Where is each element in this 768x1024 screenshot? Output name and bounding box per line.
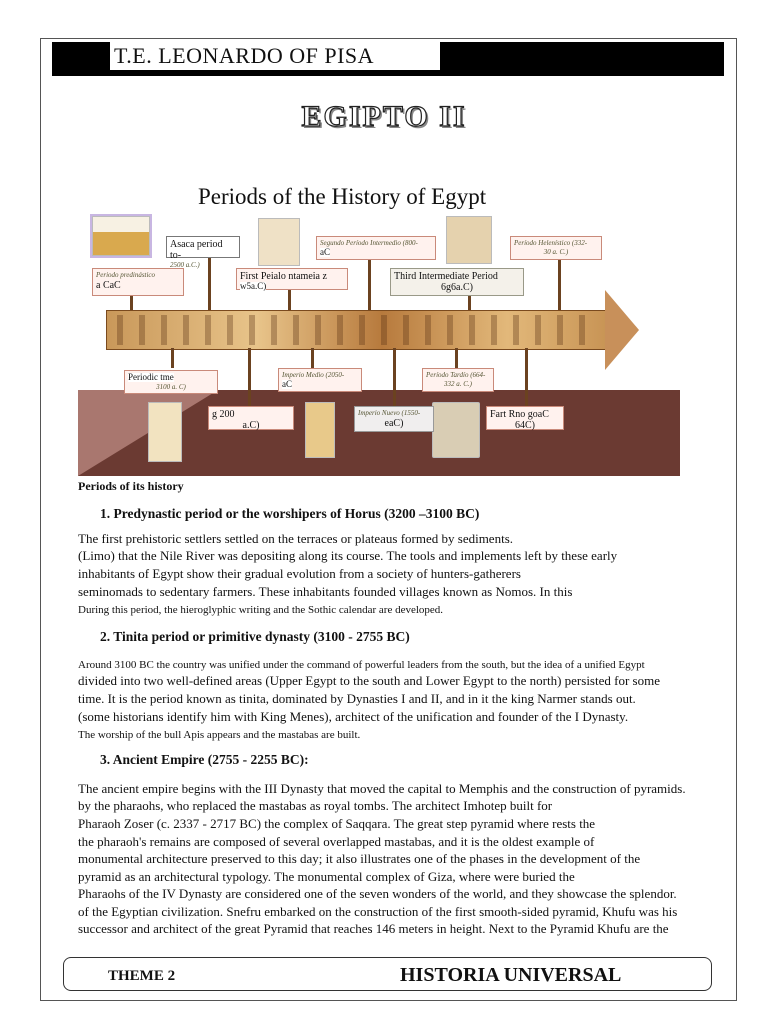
footer-theme: THEME 2	[108, 968, 176, 984]
main-title: EGIPTO II	[301, 100, 467, 133]
heading-ancient-empire: 3. Ancient Empire (2755 - 2255 BC):	[100, 752, 309, 767]
connector	[558, 260, 561, 310]
period-box-tinita: Periodic tme 3100 a. C)	[124, 370, 218, 394]
period-box-third-intermediate: Third Intermediate Period 6g6a.C)	[390, 268, 524, 296]
paragraph-line: the pharaoh's remains are composed of several overlapped mastabas, and it is the oldest example of	[78, 834, 595, 849]
paragraph-line: (Limo) that the Nile River was depositing along its course. The tools and implements left by these early	[78, 548, 618, 563]
heading-predynastic: 1. Predynastic period or the worshipers of Horus (3200 –3100 BC)	[100, 506, 480, 521]
school-name: T.E. LEONARDO OF PISA	[110, 42, 440, 70]
paragraph-line: The worship of the bull Apis appears and the mastabas are built.	[78, 729, 361, 741]
paragraph-line: monumental architecture preserved to this day; it also illustrates one of the phases in the development of the	[78, 851, 641, 866]
period-box-roman: Fart Rno goaC 64C)	[486, 406, 564, 430]
timeline-infographic	[78, 180, 680, 476]
chariot-image	[258, 218, 300, 266]
connector	[468, 296, 471, 310]
connector	[393, 348, 396, 406]
paragraph-line: Around 3100 BC the country was unified under the command of powerful leaders from the south, but the idea of a unified Egypt	[78, 659, 645, 671]
paragraph-line: The first prehistoric settlers settled on the terraces or plateaus formed by sediments.	[78, 531, 513, 546]
figure-image	[305, 402, 335, 458]
timeline-title: Periods of the History of Egypt	[198, 184, 487, 209]
paragraph-line: of the Egyptian civilization. Snefru embarked on the construction of the first smooth-sided pyramid, Khufu was his	[78, 904, 678, 919]
period-box-second-intermediate: Segundo Período Intermedio (800- aC	[316, 236, 436, 260]
period-box-middle-empire: Imperio Medio (2050- aC	[278, 368, 362, 392]
paragraph-line: During this period, the hieroglyphic writing and the Sothic calendar are developed.	[78, 604, 444, 616]
period-box-new-empire: Imperio Nuevo (1550- eaC)	[354, 406, 434, 432]
coin-image	[432, 402, 480, 458]
timeline-arrow-head	[605, 290, 639, 370]
heading-tinita: 2. Tinita period or primitive dynasty (3100 - 2755 BC)	[100, 629, 410, 644]
period-box-predynastic: Periodo predinástico a CaC	[92, 268, 184, 296]
period-box-hellenistic: Período Helenístico (332- 30 a. C.)	[510, 236, 602, 260]
pharaoh-image	[148, 402, 182, 462]
step-pyramid-image	[92, 216, 150, 256]
paragraph-line: The ancient empire begins with the III Dynasty that moved the capital to Memphis and the construction of pyramids.	[78, 781, 686, 796]
paragraph-line: (some historians identify him with King Menes), architect of the unification and founder of the I Dynasty.	[78, 709, 629, 724]
paragraph-line: divided into two well-defined areas (Upper Egypt to the south and Lower Egypt to the north) persisted for some	[78, 673, 660, 688]
connector	[311, 348, 314, 370]
connector	[455, 348, 458, 370]
paragraph-line: pyramid as an architectural typology. The monumental complex of Giza, where were buried the	[78, 869, 575, 884]
connector	[130, 296, 133, 310]
section-label: Periods of its history	[78, 479, 184, 493]
paragraph-line: time. It is the period known as tinita, dominated by Dynasties I and II, and in it the king Narmer stands out.	[78, 691, 636, 706]
period-box-archaic: Asaca period to- 2500 a.C.)	[166, 236, 240, 258]
connector	[248, 348, 251, 406]
temple-image	[446, 216, 492, 264]
paragraph-line: inhabitants of Egypt show their gradual evolution from a society of hunters-gatherers	[78, 566, 521, 581]
footer-course: HISTORIA UNIVERSAL	[400, 964, 622, 986]
connector	[171, 348, 174, 368]
connector	[525, 348, 528, 406]
timeline-arrow	[106, 310, 608, 350]
period-box-first-intermediate: First Peialo ntameia z w5a.C)	[236, 268, 348, 290]
paragraph-line: by the pharaohs, who replaced the mastabas as royal tombs. The architect Imhotep built for	[78, 798, 553, 813]
period-box-late: Período Tardío (664- 332 a. C.)	[422, 368, 494, 392]
paragraph-line: successor and architect of the great Pyramid that reaches 146 meters in height. Next to the Pyramid Khufu are the	[78, 921, 669, 936]
paragraph-line: seminomads to sedentary farmers. These inhabitants founded villages known as Nomos. In this	[78, 584, 573, 599]
connector	[368, 260, 371, 310]
paragraph-line: Pharaohs of the IV Dynasty are considered one of the seven wonders of the world, and they showcase the splendor.	[78, 886, 677, 901]
period-box-ancient-empire: g 200 a.C)	[208, 406, 294, 430]
paragraph-line: Pharaoh Zoser (c. 2337 - 2717 BC) the complex of Saqqara. The great step pyramid where rests the	[78, 816, 596, 831]
